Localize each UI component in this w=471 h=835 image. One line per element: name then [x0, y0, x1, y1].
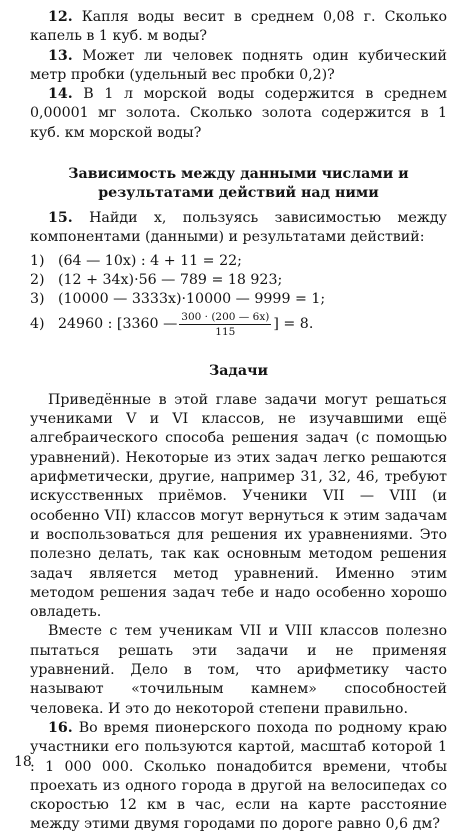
- problem-number: 16.: [48, 719, 73, 736]
- fraction-denominator: 115: [215, 326, 236, 339]
- equation-1: [30, 252, 447, 271]
- problem-number: 15.: [48, 210, 73, 227]
- problem-text: Капля воды весит в среднем 0,08 г. Сколько капель в 1 куб. м воды?: [30, 9, 448, 45]
- intro-paragraph-1: Приведённые в этой главе задачи могут решаться учениками V и VI классов, не изучавшими ещё алгебраического способа решения задач (с помощью уравнений). Некоторые из этих задач легко решаются арифметически, другие, например 31, 32, 46, требуют искусственных приёмов. Ученики VII — VIII (и особенно VII) классов могут вернуться к этим задачам и воспользоваться для решения их уравнениями. Это полезно делать, так как основным методом решения задач является метод уравнений. Именно этим методом решения задач тебе и надо особенно хорошо овладеть.: [30, 391, 447, 621]
- problem-number: 12.: [48, 9, 73, 25]
- intro-paragraph-2: Вместе с тем ученикам VII и VIII классов полезно пытаться решать эти задачи и не применяя уравнений. Дело в том, что арифметику часто называют «точильным камнем» способностей человека. И это до некоторой степени правильно.: [30, 623, 447, 717]
- equation-text: (12 + 34x)·56 — 789 = 18 923;: [58, 271, 283, 288]
- fraction-numerator: 300 · (200 — 6x): [181, 311, 270, 324]
- equation-label: 4): [30, 315, 45, 332]
- equation-label: 3): [30, 291, 45, 308]
- equation-suffix: ] = 8.: [273, 315, 314, 332]
- equation-label: 2): [30, 271, 45, 288]
- equation-text: (64 — 10x) : 4 + 11 = 22;: [58, 252, 242, 269]
- problem-text: В 1 л морской воды содержится в среднем 0,00001 мг золота. Сколько золота содержится в 1 куб. км морской воды?: [30, 86, 447, 141]
- equation-2: [30, 271, 447, 290]
- equation-label: 1): [30, 252, 45, 269]
- equation-list: [30, 252, 447, 340]
- problem-text: Во время пионерского похода по родному краю участники его пользуются картой, масштаб которой 1 : 1 000 000. Сколько понадобится времени, чтобы проехать из одного города в другой на велосипедах со скоростью 12 км в час, если на карте расстояние между этими двумя городами по дороге равно 0,6 дм?: [30, 719, 447, 833]
- problem-12: [30, 8, 447, 47]
- equation-text: (10000 — 3333x)·10000 — 9999 = 1;: [58, 291, 326, 308]
- problem-number: 13.: [48, 47, 73, 64]
- problem-text: Может ли человек поднять один кубический метр пробки (удельный вес пробки 0,2)?: [30, 47, 447, 83]
- problem-15: [30, 209, 447, 248]
- page-number: 18: [14, 754, 32, 770]
- problem-13: [30, 47, 447, 86]
- problem-number: 14.: [48, 86, 73, 103]
- fraction: [179, 311, 271, 338]
- equation-prefix: 24960 : [3360 —: [58, 315, 178, 332]
- problem-text: Найди x, пользуясь зависимостью между компонентами (данными) и результатами действий:: [30, 210, 447, 246]
- equation-3: [30, 290, 447, 309]
- problem-16: [30, 719, 447, 835]
- problem-14: [30, 85, 447, 143]
- equation-4: [30, 310, 447, 340]
- section-heading: Зависимость между данными числами и результатами действий над ними: [68, 166, 409, 202]
- tasks-heading: Задачи: [209, 362, 268, 379]
